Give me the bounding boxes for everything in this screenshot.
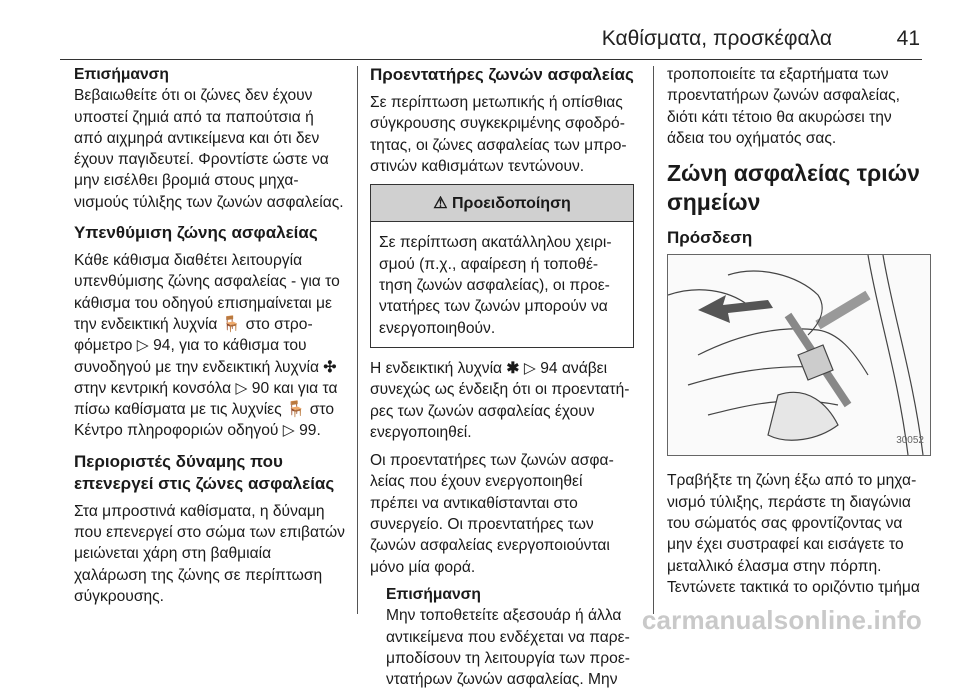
column-1 — [74, 64, 346, 607]
seatbelt-drawing — [668, 255, 930, 455]
lamp-text-1: Η ενδεικτική λυχνία — [370, 359, 503, 377]
activated-text: Οι προεντατήρες των ζωνών ασφαλείας που έχουν ενεργοποιηθεί πρέπει να αντικαθίστανται στο συνεργείο. Οι προεντατήρες των ζωνών ασφαλείας ενεργοποιούνται μόνο μία φορά. — [370, 452, 614, 576]
note-block — [370, 584, 634, 690]
page-ref-90[interactable]: 90 — [251, 379, 270, 397]
page-ref-94[interactable]: 94 — [540, 359, 558, 377]
warning-body: Σε περίπτωση ακατάλληλου χειρισμού (π.χ., αφαίρεση ή τοποθέτηση ζωνών ασφαλείας), οι προεντατήρες των ζωνών μπορούν να ενεργοποιηθούν. — [379, 234, 612, 337]
header-divider — [60, 59, 922, 60]
column-2 — [370, 64, 634, 690]
continued-text: τροποποιείτε τα εξαρτήματα των προεντατήρων ζωνών ασφαλείας, διότι κάτι τέτοιο θα ακυρώσει την άδεια του οχήματός σας. — [667, 66, 900, 147]
reminder-text-1: Κάθε κάθισμα διαθέτει λειτουργία υπενθύμισης ζώνης ασφαλείας - για το κάθισμα του οδηγού επισημαίνεται με την ενδεικτική λυχνία — [74, 252, 340, 333]
ref-arrow-icon: ▷ — [523, 359, 536, 377]
column-divider-1 — [357, 66, 358, 614]
reminder-text-5: και για τα πίσω καθίσματα με τις λυχνίες — [74, 379, 338, 419]
limiter-heading: Περιοριστές δύναμης που επενεργεί στις ζώνες ασφαλείας — [74, 451, 335, 493]
warning-box — [370, 184, 634, 348]
pull-arrow-icon — [698, 295, 773, 323]
three-point-heading: Ζώνη ασφαλείας τριών σημείων — [667, 160, 920, 216]
fastening-heading: Πρόσδεση — [667, 228, 753, 248]
seatbelt-driver-icon: 🪑 — [221, 315, 242, 333]
reminder-heading: Υπενθύμιση ζώνης ασφαλείας — [74, 223, 318, 243]
pretensioner-lamp-icon: ✱ — [506, 359, 520, 377]
seatbelt-illustration — [667, 254, 931, 456]
warning-triangle-icon: ⚠ — [433, 195, 448, 213]
column-divider-2 — [653, 66, 654, 614]
reminder-text-3: , για το κάθισμα του συνοδηγού με την ενδεικτική λυχνία — [74, 337, 320, 376]
page-ref-94[interactable]: 94 — [153, 337, 171, 355]
ref-arrow-icon: ▷ — [136, 337, 149, 355]
pretensioner-text: Σε περίπτωση μετωπικής ή οπίσθιας σύγκρουσης συγκεκριμένης σφοδρότητας, οι ζώνες ασφαλείας των μπροστινών καθισμάτων τεντώνουν. — [370, 94, 627, 175]
reminder-text-6: στο Κέντρο πληροφοριών οδηγού — [74, 401, 334, 440]
note-text: Μην τοποθετείτε αξεσουάρ ή άλλα αντικείμενα που ενδέχεται να παρεμποδίσουν τη λειτουργία των προεντατήρων ζωνών ασφαλείας. Μην — [386, 607, 630, 689]
note-text: Βεβαιωθείτε ότι οι ζώνες δεν έχουν υποστεί ζημιά από τα παπούτσια ή από αιχμηρά αντικείμενα και ότι δεν έχουν παγιδευτεί. Φροντίστε ώστε να μην εισέλθει βρομιά στους μηχανισμούς τύλιξης των ζωνών ασφαλείας. — [74, 87, 344, 211]
lamp-paragraph — [370, 358, 634, 443]
warning-title: Προειδοποίηση — [451, 195, 571, 213]
watermark: carmanualsonline.info — [641, 605, 922, 635]
column-3 — [667, 64, 929, 598]
warning-header — [371, 185, 633, 222]
lamp-text-2: ανάβει συνεχώς ως ένδειξη ότι οι προεντατήρες των ζωνών ασφαλείας έχουν ενεργοποιηθεί. — [370, 359, 630, 441]
page-ref-99[interactable]: 99. — [299, 422, 321, 440]
note-label: Επισήμανση — [386, 585, 481, 603]
seatbelt-rear-icon: 🪑 — [285, 401, 306, 419]
note-label: Επισήμανση — [74, 66, 169, 83]
reminder-text-2: στο στροφόμετρο — [74, 315, 313, 355]
seatbelt-passenger-icon: ✣ — [323, 358, 337, 376]
limiter-text: Στα μπροστινά καθίσματα, η δύναμη που επενεργεί στο σώμα των επιβατών μειώνεται χάρη στη βαθμιαία χαλάρωση της ζώνης σε περίπτωση σύγκρουσης. — [74, 502, 345, 605]
ref-arrow-icon: ▷ — [235, 379, 248, 397]
page-header — [0, 0, 960, 58]
reminder-text-4: στην κεντρική κονσόλα — [74, 379, 232, 397]
reminder-paragraph — [74, 250, 346, 442]
ref-arrow-icon: ▷ — [282, 422, 295, 440]
fastening-text: Τραβήξτε τη ζώνη έξω από το μηχανισμό τύλιξης, περάστε τη διαγώνια του σώματός σας φροντίζοντας να μην έχει συστραφεί και εισάγετε το μεταλλικό έλασμα στην πόρπη. Τεντώνετε τακτικά το οριζόντιο τμήμα — [667, 472, 920, 596]
illustration-code: 30052 — [896, 435, 924, 447]
section-title: Καθίσματα, προσκέφαλα — [601, 27, 832, 50]
pretensioner-heading: Προεντατήρες ζωνών ασφαλείας — [370, 65, 634, 84]
page-number: 41 — [896, 27, 920, 50]
